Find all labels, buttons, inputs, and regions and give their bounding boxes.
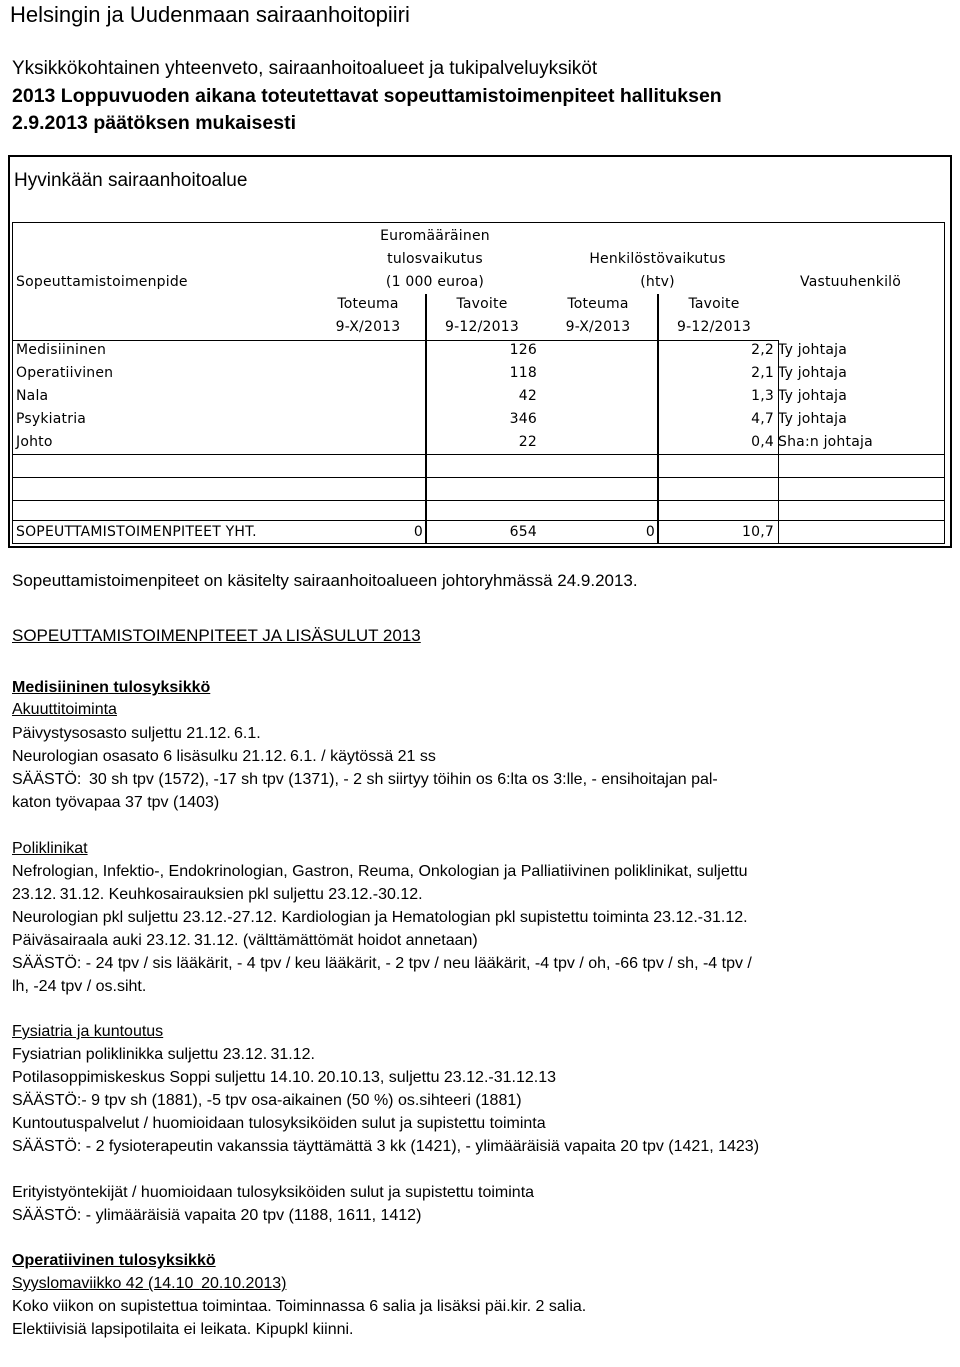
table-row-euro-target: 42 bbox=[518, 388, 537, 404]
subtitle-line-3: 2.9.2013 päätöksen mukaisesti bbox=[12, 112, 296, 134]
header-divider-euro bbox=[425, 294, 427, 340]
table-row-htv-target: 4,7 bbox=[751, 411, 774, 427]
table-row-responsible: Ty johtaja bbox=[778, 365, 847, 381]
total-row-euro-actual: 0 bbox=[413, 524, 423, 540]
table-row-htv-target: 2,1 bbox=[751, 365, 774, 381]
area-title: Hyvinkään sairaanhoitoalue bbox=[14, 170, 248, 191]
header-rule bbox=[12, 340, 778, 341]
fysiatria-line: SÄÄSTÖ: - 2 fysioterapeutin vakanssia täyttämättä 3 kk (1421), - ylimääräisiä vapaita 20 tpv (1421, 1423) bbox=[12, 1138, 760, 1155]
akuutti-heading: Akuuttitoiminta bbox=[12, 701, 117, 718]
table-row-name: Psykiatria bbox=[16, 411, 87, 427]
table-row-euro-target: 118 bbox=[509, 365, 537, 381]
board-note: Sopeuttamistoimenpiteet on käsitelty sairaanhoitoalueen johtoryhmässä 24.9.2013. bbox=[12, 571, 638, 590]
oper-unit-title: Operatiivinen tulosyksikkö bbox=[12, 1252, 216, 1269]
col-header-euro-1: Euromääräinen bbox=[380, 228, 490, 244]
sub-header-euro-actual-period: 9-X/2013 bbox=[335, 319, 401, 335]
total-row-label: SOPEUTTAMISTOIMENPITEET YHT. bbox=[16, 524, 257, 540]
col-header-responsible: Vastuuhenkilö bbox=[800, 274, 902, 290]
col-header-htv-2: (htv) bbox=[640, 274, 675, 290]
col-header-measure: Sopeuttamistoimenpide bbox=[16, 274, 188, 290]
total-row-htv-actual: 0 bbox=[645, 524, 655, 540]
col-divider-euro bbox=[425, 340, 427, 544]
oper-week: Syyslomaviikko 42 (14.10 20.10.2013) bbox=[12, 1275, 287, 1292]
section-title: SOPEUTTAMISTOIMENPITEET JA LISÄSULUT 2013 bbox=[12, 626, 421, 645]
poli-heading: Poliklinikat bbox=[12, 840, 88, 857]
oper-line: Koko viikon on supistettua toimintaa. Toiminnassa 6 salia ja lisäksi päi.kir. 2 salia. bbox=[12, 1298, 587, 1315]
total-row-euro-target: 654 bbox=[509, 524, 537, 540]
row-rule-1 bbox=[12, 454, 945, 455]
poli-line: Nefrologian, Infektio-, Endokrinologian, Gastron, Reuma, Onkologian ja Palliatiivinen poliklinikat, suljettu bbox=[12, 863, 748, 880]
fysiatria-heading: Fysiatria ja kuntoutus bbox=[12, 1023, 164, 1040]
akuutti-line: Neurologian osasato 6 lisäsulku 21.12. 6.1. / käytössä 21 ss bbox=[12, 748, 436, 765]
table-row-name: Medisiininen bbox=[16, 342, 107, 358]
akuutti-line: katon työvapaa 37 tpv (1403) bbox=[12, 794, 220, 811]
poli-line: Neurologian pkl suljettu 23.12.-27.12. Kardiologian ja Hematologian pkl supistettu toiminta 23.12.-31.12. bbox=[12, 909, 748, 926]
med-unit-title: Medisiininen tulosyksikkö bbox=[12, 679, 211, 696]
col-header-euro-3: (1 000 euroa) bbox=[385, 274, 485, 290]
poli-line: SÄÄSTÖ: - 24 tpv / sis lääkärit, - 4 tpv / keu lääkärit, - 2 tpv / neu lääkärit, -4 tpv / oh, -66 tpv / sh, -4 tpv / bbox=[12, 955, 752, 972]
table-row-htv-target: 0,4 bbox=[751, 434, 774, 450]
table-row-responsible: Ty johtaja bbox=[778, 388, 847, 404]
sub-header-euro-target: Tavoite bbox=[456, 296, 508, 312]
poli-line: 23.12. 31.12. Keuhkosairauksien pkl suljettu 23.12.-30.12. bbox=[12, 886, 423, 903]
table-row-responsible: Ty johtaja bbox=[778, 411, 847, 427]
fysiatria-line: Fysiatrian poliklinikka suljettu 23.12. 31.12. bbox=[12, 1046, 315, 1063]
col-header-htv-1: Henkilöstövaikutus bbox=[589, 251, 726, 267]
summary-table bbox=[12, 222, 945, 544]
akuutti-line: Päivystysosasto suljettu 21.12. 6.1. bbox=[12, 725, 261, 742]
col-header-euro-2: tulosvaikutus bbox=[387, 251, 483, 267]
erityis-line: Erityistyöntekijät / huomioidaan tulosyksiköiden sulut ja supistettu toiminta bbox=[12, 1184, 535, 1201]
table-row-euro-target: 22 bbox=[518, 434, 537, 450]
table-row-euro-target: 126 bbox=[509, 342, 537, 358]
subtitle-line-2: 2013 Loppuvuoden aikana toteutettavat sopeuttamistoimenpiteet hallituksen bbox=[12, 85, 722, 107]
sub-header-htv-target: Tavoite bbox=[688, 296, 740, 312]
table-row-responsible: Ty johtaja bbox=[778, 342, 847, 358]
header-divider-htv bbox=[657, 294, 659, 340]
table-row-name: Johto bbox=[16, 434, 53, 450]
fysiatria-line: Kuntoutuspalvelut / huomioidaan tulosyksiköiden sulut ja supistettu toiminta bbox=[12, 1115, 546, 1132]
sub-header-euro-actual: Toteuma bbox=[337, 296, 399, 312]
org-title: Helsingin ja Uudenmaan sairaanhoitopiiri bbox=[10, 2, 410, 27]
table-row-euro-target: 346 bbox=[509, 411, 537, 427]
col-divider-htv bbox=[657, 340, 659, 544]
table-row-name: Nala bbox=[16, 388, 49, 404]
oper-line: Elektiivisiä lapsipotilaita ei leikata. Kipupkl kiinni. bbox=[12, 1321, 354, 1338]
table-row-responsible: Sha:n johtaja bbox=[778, 434, 873, 450]
table-row-name: Operatiivinen bbox=[16, 365, 114, 381]
subtitle-line-1: Yksikkökohtainen yhteenveto, sairaanhoitoalueet ja tukipalveluyksiköt bbox=[12, 58, 598, 79]
sub-header-htv-actual-period: 9-X/2013 bbox=[565, 319, 631, 335]
row-rule-2 bbox=[12, 477, 945, 478]
row-rule-3 bbox=[12, 500, 945, 501]
fysiatria-line: SÄÄSTÖ:- 9 tpv sh (1881), -5 tpv osa-aikainen (50 %) os.sihteeri (1881) bbox=[12, 1092, 522, 1109]
akuutti-line: SÄÄSTÖ: 30 sh tpv (1572), -17 sh tpv (1371), - 2 sh siirtyy töihin os 6:lta os 3:lle, - ensihoitajan pal- bbox=[12, 771, 718, 788]
erityis-line: SÄÄSTÖ: - ylimääräisiä vapaita 20 tpv (1188, 1611, 1412) bbox=[12, 1207, 422, 1224]
poli-line: lh, -24 tpv / os.siht. bbox=[12, 978, 147, 995]
total-rule bbox=[12, 520, 945, 521]
total-row-htv-target: 10,7 bbox=[742, 524, 774, 540]
poli-line: Päiväsairaala auki 23.12. 31.12. (välttämättömät hoidot annetaan) bbox=[12, 932, 478, 949]
sub-header-euro-target-period: 9-12/2013 bbox=[445, 319, 519, 335]
sub-header-htv-target-period: 9-12/2013 bbox=[677, 319, 751, 335]
fysiatria-line: Potilasoppimiskeskus Soppi suljettu 14.10. 20.10.13, suljettu 23.12.-31.12.13 bbox=[12, 1069, 556, 1086]
sub-header-htv-actual: Toteuma bbox=[567, 296, 629, 312]
table-row-htv-target: 2,2 bbox=[751, 342, 774, 358]
table-row-htv-target: 1,3 bbox=[751, 388, 774, 404]
